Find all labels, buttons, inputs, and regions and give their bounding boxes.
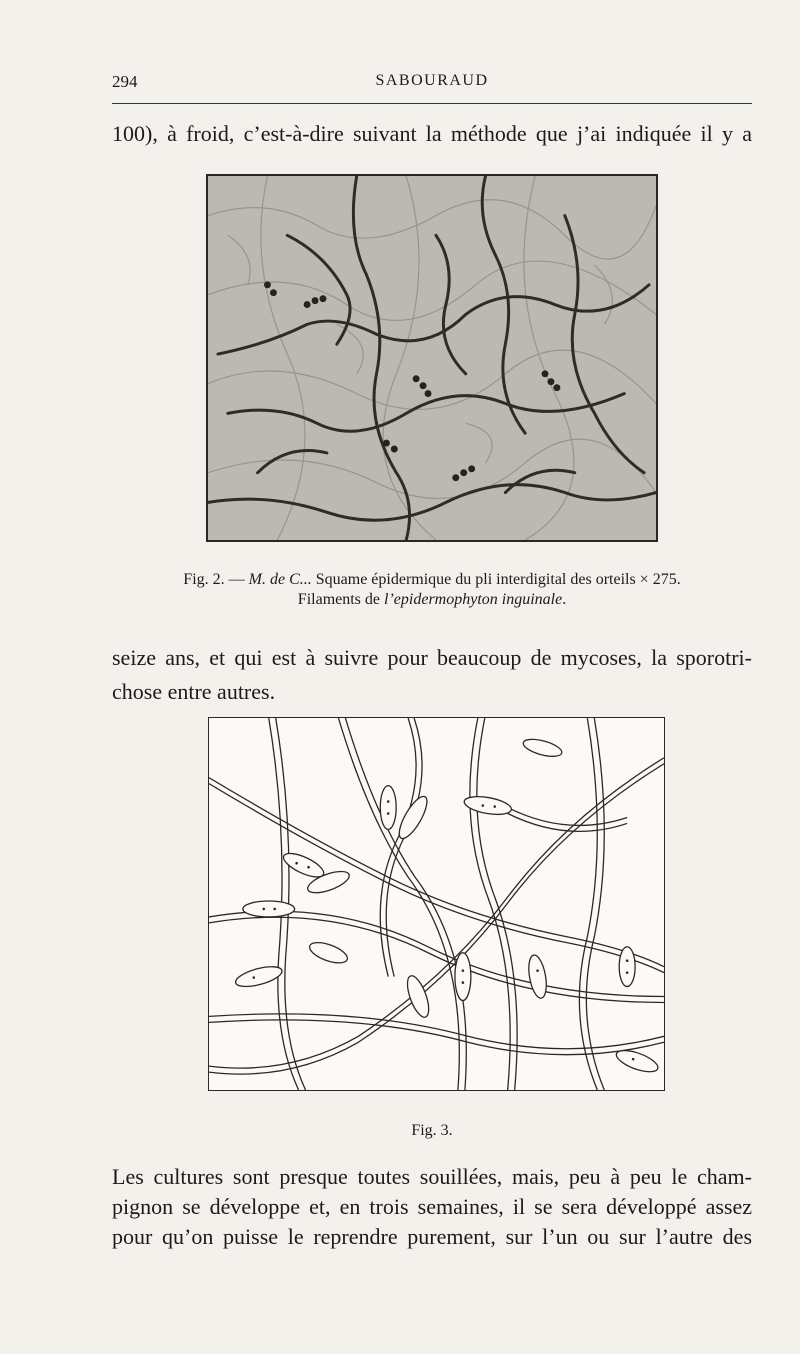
- paragraph-middle-line1: seize ans, et qui est à suivre pour beaucoup de mycoses, la sporotri-: [112, 645, 752, 670]
- figure-2-photomicrograph: [206, 174, 658, 542]
- page-number: 294: [112, 72, 138, 91]
- figure-2-caption: [112, 570, 752, 610]
- header-rule: [112, 103, 752, 104]
- figure-2-caption-line1: [112, 570, 752, 590]
- paragraph-bottom-line3: pour qu’on puisse le reprendre purement, sur l’un ou sur l’autre des: [112, 1224, 752, 1249]
- figure-2-species: l’epidermophyton inguinale: [384, 591, 563, 608]
- figure-2-label: Fig. 2. —: [183, 571, 249, 588]
- figure-2-subject: M. de C...: [248, 571, 312, 588]
- paragraph-bottom-line1: Les cultures sont presque toutes souillées, mais, peu à peu le cham-: [112, 1164, 752, 1189]
- figure-2-filaments-prefix: Filaments de: [297, 591, 385, 608]
- figure-3-caption: Fig. 3.: [411, 1122, 453, 1139]
- paragraph-bottom-line2: pignon se développe et, en trois semaines, il se sera développé assez: [112, 1194, 752, 1219]
- running-header: [112, 72, 752, 94]
- figure-3-drawing: [208, 717, 665, 1091]
- paragraph-middle-line2: chose entre autres.: [112, 679, 276, 704]
- figure-2-period: .: [562, 591, 567, 608]
- running-title: SABOURAUD: [375, 72, 489, 89]
- paragraph-top: 100), à froid, c’est-à-dire suivant la méthode que j’ai indiquée il y a: [112, 121, 752, 146]
- figure-2-caption-line2: [112, 590, 752, 610]
- figure-2-description: Squame épidermique du pli interdigital des orteils × 275.: [311, 571, 681, 588]
